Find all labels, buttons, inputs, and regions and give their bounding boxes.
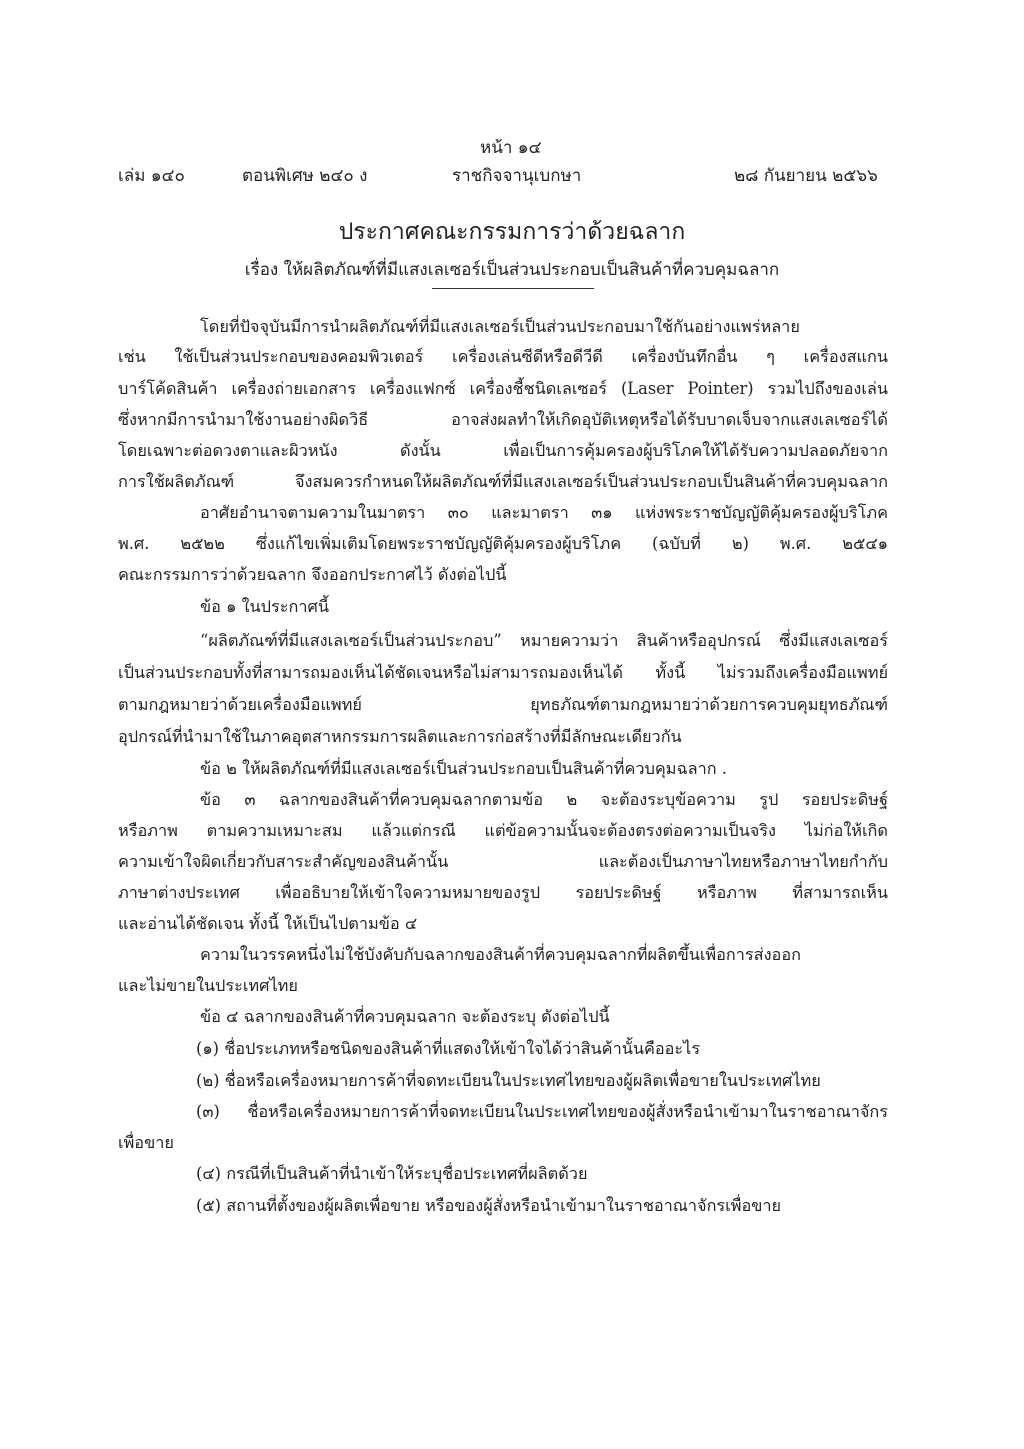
body-line: บาร์โค้ดสินค้า เครื่องถ่ายเอกสาร เครื่องแฟกซ์ เครื่องชี้ชนิดเลเซอร์ (Laser Pointer) รวมไปถึงของเล่น xyxy=(118,379,888,398)
body-line: อาศัยอำนาจตามความในมาตรา ๓๐ และมาตรา ๓๑ แห่งพระราชบัญญัติคุ้มครองผู้บริโภค xyxy=(200,503,888,522)
list-item: (๒) ชื่อหรือเครื่องหมายการค้าที่จดทะเบียนในประเทศไทยของผู้ผลิตเพื่อขายในประเทศไทย xyxy=(196,1071,821,1090)
body-line: พ.ศ. ๒๕๒๒ ซึ่งแก้ไขเพิ่มเติมโดยพระราชบัญญัติคุ้มครองผู้บริโภค (ฉบับที่ ๒) พ.ศ. ๒๕๔๑ xyxy=(118,534,888,553)
body-line: หรือภาพ ตามความเหมาะสม แล้วแต่กรณี แต่ข้อความนั้นจะต้องตรงต่อความเป็นจริง ไม่ก่อให้เกิด xyxy=(118,821,888,840)
title-divider xyxy=(432,288,594,289)
body-line: ความเข้าใจผิดเกี่ยวกับสาระสำคัญของสินค้านั้น และต้องเป็นภาษาไทยหรือภาษาไทยกำกับ xyxy=(118,852,888,871)
gazette-name: ราชกิจจานุเบกษา xyxy=(452,166,582,186)
list-item: (๑) ชื่อประเภทหรือชนิดของสินค้าที่แสดงให้เข้าใจได้ว่าสินค้านั้นคืออะไร xyxy=(196,1039,701,1058)
body-line: ตามกฎหมายว่าด้วยเครื่องมือแพทย์ ยุทธภัณฑ์ตามกฎหมายว่าด้วยการควบคุมยุทธภัณฑ์ xyxy=(118,695,888,714)
body-line: เช่น ใช้เป็นส่วนประกอบของคอมพิวเตอร์ เครื่องเล่นซีดีหรือดีวีดี เครื่องบันทึกอื่น ๆ เครื่องสแกน xyxy=(118,347,888,366)
body-line: การใช้ผลิตภัณฑ์ จึงสมควรกำหนดให้ผลิตภัณฑ์ที่มีแสงเลเซอร์เป็นส่วนประกอบเป็นสินค้าที่ควบคุมฉลาก xyxy=(118,472,888,491)
list-item: (๕) สถานที่ตั้งของผู้ผลิตเพื่อขาย หรือของผู้สั่งหรือนำเข้ามาในราชอาณาจักรเพื่อขาย xyxy=(196,1196,782,1215)
page-number: หน้า ๑๔ xyxy=(480,138,542,158)
body-line: “ผลิตภัณฑ์ที่มีแสงเลเซอร์เป็นส่วนประกอบ” หมายความว่า สินค้าหรืออุปกรณ์ ซึ่งมีแสงเลเซอร์ xyxy=(200,631,888,650)
publication-date: ๒๘ กันยายน ๒๕๖๖ xyxy=(734,166,878,186)
body-line: ซึ่งหากมีการนำมาใช้งานอย่างผิดวิธี อาจส่งผลทำให้เกิดอุบัติเหตุหรือได้รับบาดเจ็บจากแสงเลเซอร์ได้ xyxy=(118,410,888,429)
list-item-continuation: เพื่อขาย xyxy=(118,1133,174,1152)
list-item: (๔) กรณีที่เป็นสินค้าที่นำเข้าให้ระบุชื่อประเทศที่ผลิตด้วย xyxy=(196,1164,588,1183)
clause-heading: ข้อ ๑ ในประกาศนี้ xyxy=(200,597,329,616)
body-line: โดยที่ปัจจุบันมีการนำผลิตภัณฑ์ที่มีแสงเลเซอร์เป็นส่วนประกอบมาใช้กันอย่างแพร่หลาย xyxy=(200,317,800,336)
body-line: ภาษาต่างประเทศ เพื่ออธิบายให้เข้าใจความหมายของรูป รอยประดิษฐ์ หรือภาพ ที่สามารถเห็น xyxy=(118,883,888,902)
issue-number: ตอนพิเศษ ๒๔๐ ง xyxy=(242,166,368,186)
clause-heading: ข้อ ๒ ให้ผลิตภัณฑ์ที่มีแสงเลเซอร์เป็นส่วนประกอบเป็นสินค้าที่ควบคุมฉลาก . xyxy=(200,759,727,778)
document-subject: เรื่อง ให้ผลิตภัณฑ์ที่มีแสงเลเซอร์เป็นส่วนประกอบเป็นสินค้าที่ควบคุมฉลาก xyxy=(244,260,780,280)
list-item: (๓) ชื่อหรือเครื่องหมายการค้าที่จดทะเบียนในประเทศไทยของผู้สั่งหรือนำเข้ามาในราชอาณาจักร xyxy=(196,1102,888,1121)
body-line: ข้อ ๓ ฉลากของสินค้าที่ควบคุมฉลากตามข้อ ๒ จะต้องระบุข้อความ รูป รอยประดิษฐ์ xyxy=(200,790,888,809)
body-line: ความในวรรคหนึ่งไม่ใช้บังคับกับฉลากของสินค้าที่ควบคุมฉลากที่ผลิตขึ้นเพื่อการส่งออก xyxy=(200,945,801,964)
body-line: และไม่ขายในประเทศไทย xyxy=(118,976,298,995)
volume-number: เล่ม ๑๔๐ xyxy=(118,166,185,186)
body-line: และอ่านได้ชัดเจน ทั้งนี้ ให้เป็นไปตามข้อ ๔ xyxy=(118,914,418,933)
body-line: อุปกรณ์ที่นำมาใช้ในภาคอุตสาหกรรมการผลิตและการก่อสร้างที่มีลักษณะเดียวกัน xyxy=(118,727,682,746)
body-line: คณะกรรมการว่าด้วยฉลาก จึงออกประกาศไว้ ดังต่อไปนี้ xyxy=(118,565,507,584)
body-line: เป็นส่วนประกอบทั้งที่สามารถมองเห็นได้ชัดเจนหรือไม่สามารถมองเห็นได้ ทั้งนี้ ไม่รวมถึงเครื่องมือแพทย์ xyxy=(118,663,888,682)
document-title: ประกาศคณะกรรมการว่าด้วยฉลาก xyxy=(338,219,686,245)
body-line: โดยเฉพาะต่อดวงตาและผิวหนัง ดังนั้น เพื่อเป็นการคุ้มครองผู้บริโภคให้ได้รับความปลอดภัยจาก xyxy=(118,441,888,460)
clause-heading: ข้อ ๔ ฉลากของสินค้าที่ควบคุมฉลาก จะต้องระบุ ดังต่อไปนี้ xyxy=(200,1007,610,1026)
